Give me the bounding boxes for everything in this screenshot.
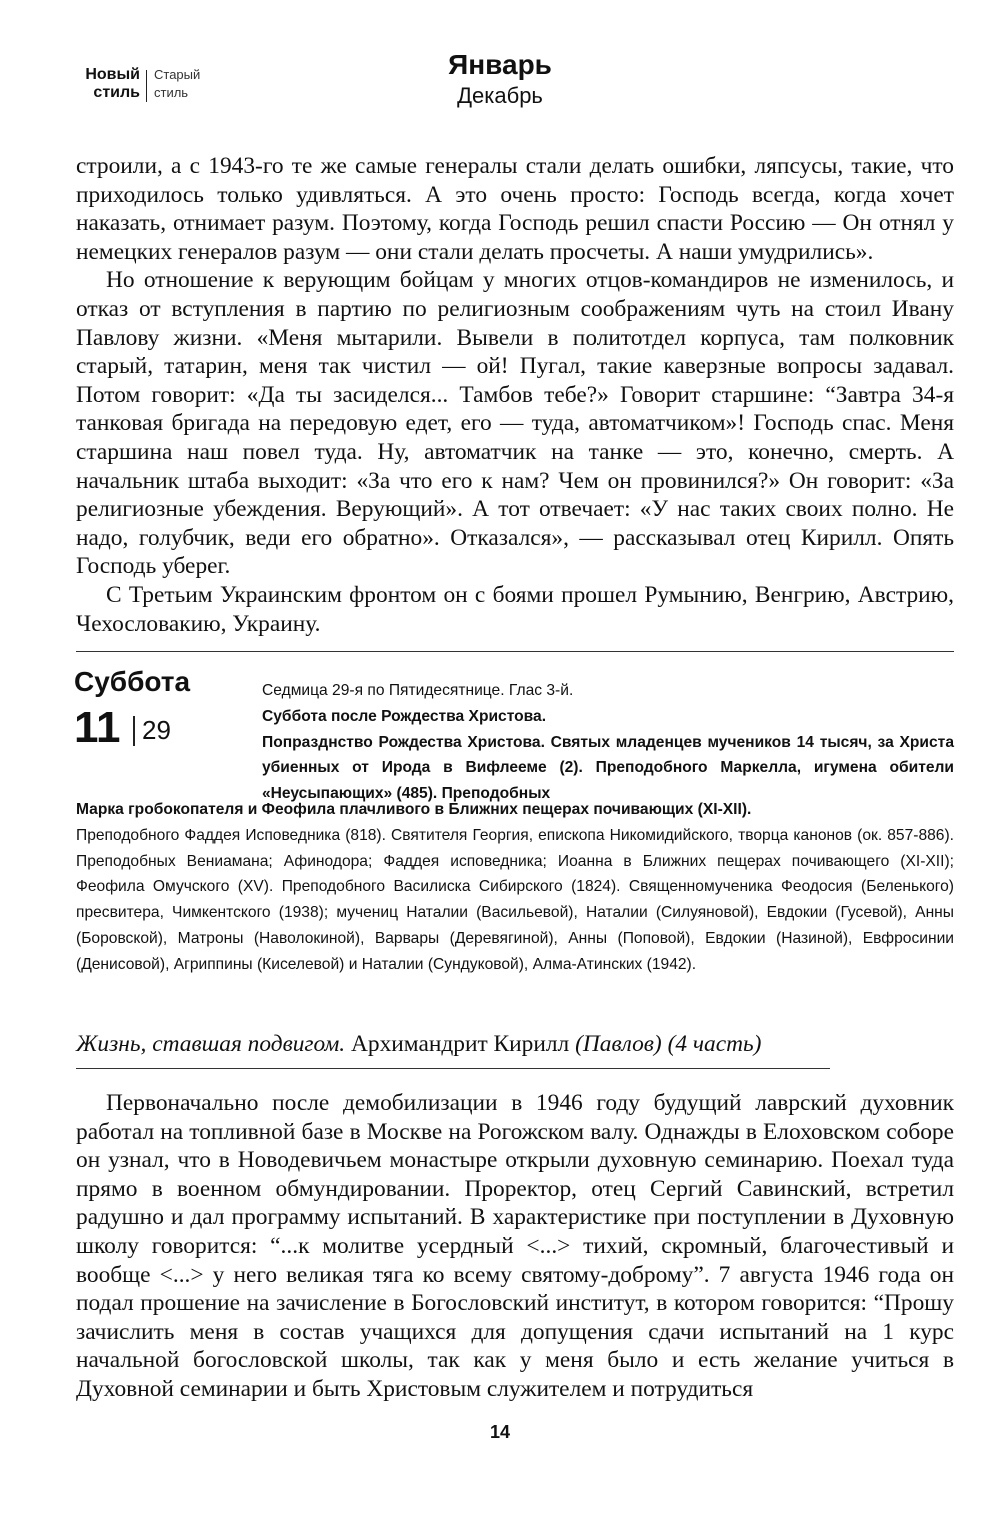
feast-saints: Попразднство Рождества Христова. Святых младенцев мучеников 14 тысяч, за Христа убиенных от Ирода в Вифлееме (2). Преподобного Маркелла, игумена обители «Неусыпающих» (485). Преподобных	[262, 733, 954, 803]
article-subtitle: (Павлов) (4 часть)	[575, 1031, 762, 1057]
title-underline	[76, 1068, 830, 1069]
page-number: 14	[489, 1422, 511, 1442]
old-style-label: Старый стиль	[154, 67, 201, 100]
section-divider	[76, 651, 954, 652]
article-series: Жизнь, ставшая подвигом.	[76, 1031, 346, 1057]
paragraph: Первоначально после демобилизации в 1946 году будущий лаврский духовник работал на топливной базе в Москве на Рогожском валу. Однажды в Елоховском соборе он узнал, что в Новодевичьем монастыре открыли духовную семинарию. Поехал туда прямо в военном обмундировании. Проректор, отец Сергий Савинский, встретил радушно и дал программу испытаний. В характеристике при поступлении в Духовную школу говорится: “...к молитве усердный <...> тихий, скромный, благочестивый и вообще <...> у него великая тяга ко всему святому-доброму”. 7 августа 1946 года он подал прошение на зачисление в Богословский институт, в котором говорится: “Прошу зачислить меня в состав учащихся для допущения сдачи испытаний на 1 курс начальной богословской школы, так как у меня было и есть желание учиться в Духовной семинарии и быть Христовым служителем и потрудиться	[76, 1090, 954, 1402]
day-divider	[133, 716, 135, 746]
article-title: Архимандрит Кирилл	[351, 1031, 570, 1057]
week-info: Седмица 29-я по Пятидесятнице. Глас 3-й.	[262, 682, 574, 699]
feast-saints-continued: Марка гробокопателя и Феофила плачливого в Ближних пещерах почивающих (XI-XII).	[76, 801, 752, 818]
day-number-new-style: 11	[74, 703, 121, 752]
article-body	[76, 1089, 954, 1404]
article-heading	[76, 1030, 761, 1058]
new-style-label: Новый стиль	[85, 66, 140, 101]
old-month-title: Декабрь	[457, 83, 543, 108]
paragraph: Но отношение к верующим бойцам у многих отцов-командиров не изменилось, и отказ от вступления в партию по религиозным соображениям чуть на стоил Ивану Павлову жизни. «Меня мытарили. Вывели в политотдел корпуса, там полковник старый, татарин, меня так чистил — ой! Пугал, такие каверзные вопросы задавал. Потом говорит: «Да ты засиделся... Тамбов тебе?» Говорит старшине: “Завтра 34-я танковая бригада на передовую едет, его — туда, автоматчиком»! Господь спас. Меня старшина наш повел туда. Ну, автоматчик на танке — это, конечно, смерть. А начальник штаба выходит: «За что его к нам? Чем он провинился?» Он говорит: «За религиозные убеждения. Верующий». А тот отвечает: «У нас таких своих полно. Не надо, голубчик, веди его обратно». Отказался», — рассказывал отец Кирилл. Опять Господь уберег.	[76, 267, 954, 580]
day-header-text	[262, 678, 954, 807]
day-of-week: Суббота	[74, 666, 191, 697]
day-number-old-style: 29	[142, 715, 171, 745]
commemorations-list: Преподобного Фаддея Исповедника (818). Святителя Георгия, епископа Никомидийского, творца канонов (ок. 857-886). Преподобных Вениамана; Афинодора; Фаддея исповедника; Иоанна в Ближних пещерах почивающего (XI-XII); Феофила Омучского (XV). Преподобного Василиска Сибирского (1824). Священномученика Феодосия (Беленького) пресвитера, Чимкентского (1938); мучениц Наталии (Васильевой), Наталии (Силуяновой), Евдокии (Гусевой), Анны (Боровской), Матроны (Наволокиной), Варвары (Деревягиной), Анны (Поповой), Евдокии (Назиной), Евфросинии (Денисовой), Агриппины (Киселевой) и Наталии (Сундуковой), Алма-Атинских (1942).	[76, 826, 954, 973]
month-title: Январь	[448, 49, 552, 80]
paragraph: строили, а с 1943-го те же самые генералы стали делать ошибки, ляпсусы, такие, что приходилось только удивляться. А это очень просто: Господь всегда, когда хочет наказать, отнимает разум. Поэтому, когда Господь решил спасти Россию — Он отнял у немецких генералов разум — они стали делать просчеты. А наши умудрились».	[76, 153, 954, 265]
continuation-text	[76, 152, 954, 638]
paragraph: С Третьим Украинским фронтом он с боями прошел Румынию, Венгрию, Австрию, Чехословакию, Украину.	[76, 581, 954, 637]
feast-title: Суббота после Рождества Христова.	[262, 707, 547, 725]
commemorations	[76, 797, 954, 978]
